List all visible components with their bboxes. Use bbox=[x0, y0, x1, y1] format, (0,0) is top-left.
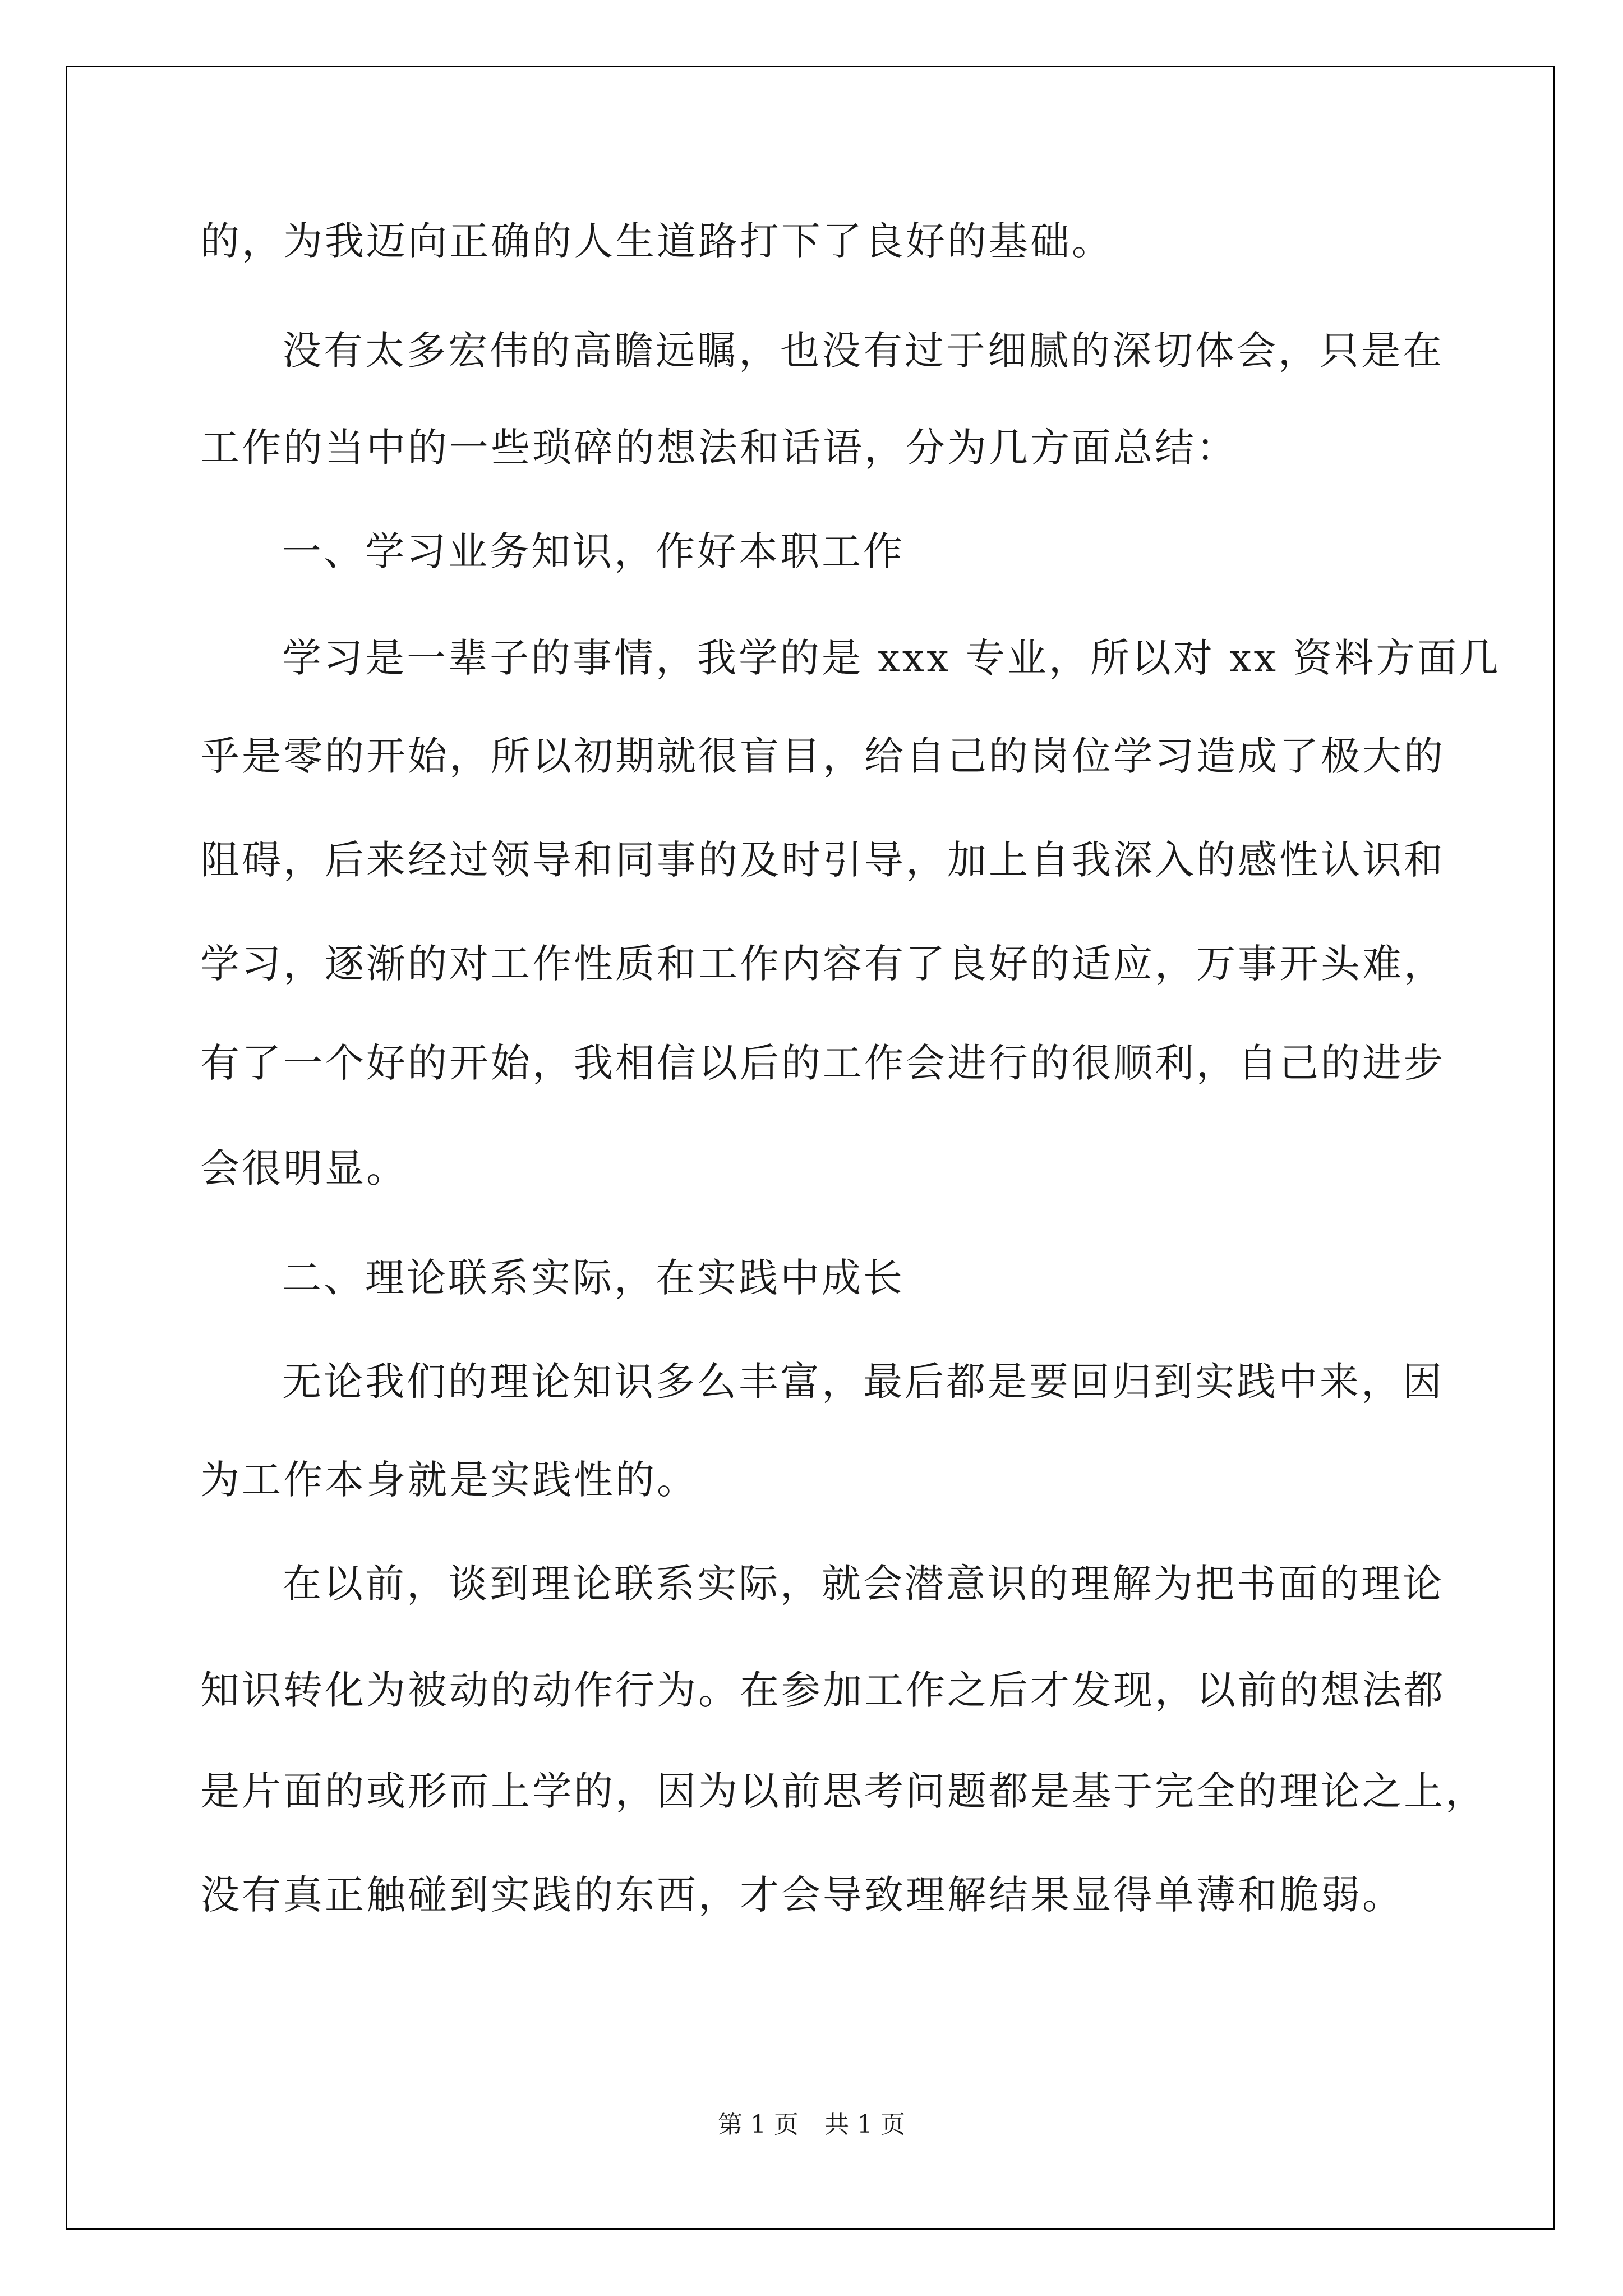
text-line: 为工作本身就是实践性的。 bbox=[200, 1457, 698, 1503]
page-footer bbox=[0, 2108, 1623, 2142]
paragraph-line: 没有太多宏伟的高瞻远瞩，也没有过于细腻的深切体会，只是在 bbox=[282, 328, 1444, 374]
text-line: 学习，逐渐的对工作性质和工作内容有了良好的适应，万事开头难， bbox=[200, 941, 1445, 987]
text-line: 会很明显。 bbox=[200, 1145, 408, 1191]
text-line: 没有真正触碰到实践的东西，才会导致理解结果显得单薄和脆弱。 bbox=[200, 1872, 1404, 1918]
paragraph-line: 学习是一辈子的事情，我学的是 xxx 专业，所以对 xx 资料方面几 bbox=[282, 635, 1501, 681]
page-total: 共 1 页 bbox=[824, 2110, 905, 2139]
section-heading-1: 一、学习业务知识，作好本职工作 bbox=[282, 528, 905, 574]
page-number: 第 1 页 bbox=[718, 2110, 799, 2139]
section-heading-2: 二、理论联系实际，在实践中成长 bbox=[282, 1255, 905, 1301]
text-line: 知识转化为被动的动作行为。在参加工作之后才发现，以前的想法都 bbox=[200, 1667, 1445, 1713]
text-line: 乎是零的开始，所以初期就很盲目，给自己的岗位学习造成了极大的 bbox=[200, 733, 1445, 779]
text-line: 的，为我迈向正确的人生道路打下了良好的基础。 bbox=[200, 218, 1113, 264]
paragraph-line: 在以前，谈到理论联系实际，就会潜意识的理解为把书面的理论 bbox=[282, 1561, 1444, 1607]
paragraph-line: 无论我们的理论知识多么丰富，最后都是要回归到实践中来，因 bbox=[282, 1359, 1444, 1405]
text-line: 阻碍，后来经过领导和同事的及时引导，加上自我深入的感性认识和 bbox=[200, 837, 1445, 883]
text-line: 有了一个好的开始，我相信以后的工作会进行的很顺利，自己的进步 bbox=[200, 1040, 1445, 1086]
text-line: 工作的当中的一些琐碎的想法和话语，分为几方面总结： bbox=[200, 425, 1238, 471]
text-line: 是片面的或形而上学的，因为以前思考问题都是基于完全的理论之上， bbox=[200, 1768, 1487, 1814]
